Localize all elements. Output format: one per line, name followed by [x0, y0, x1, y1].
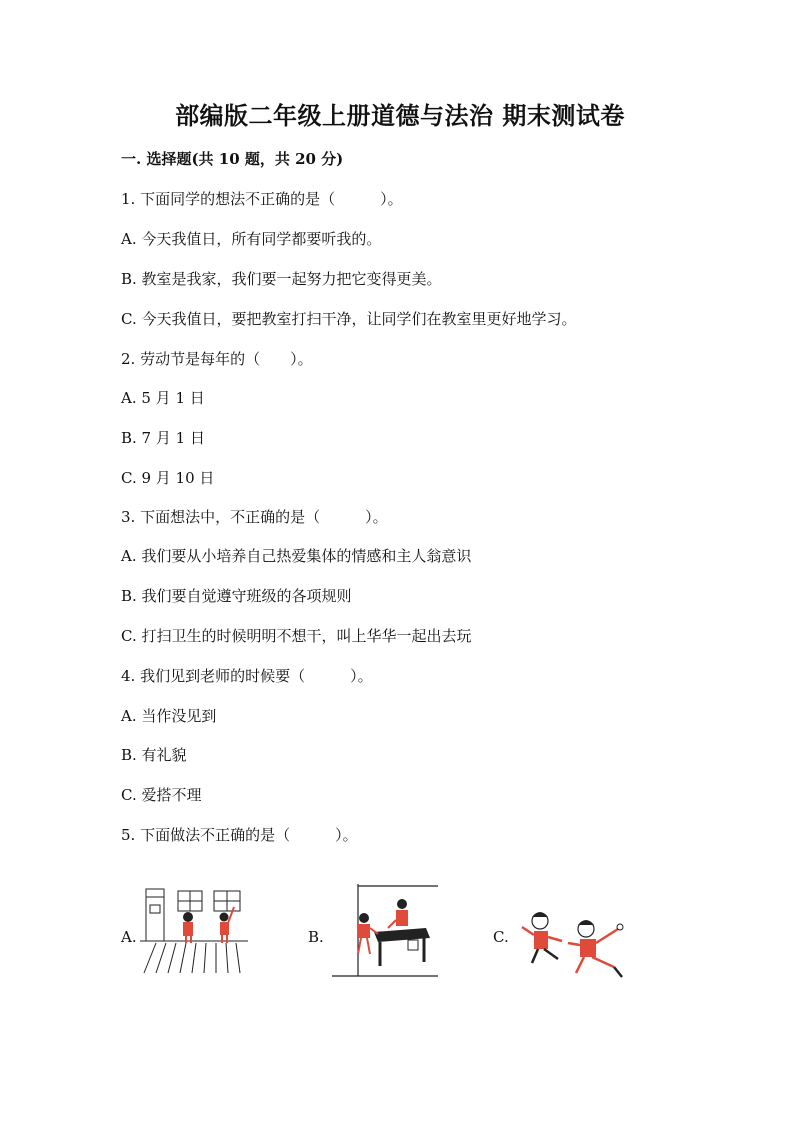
question-5: 5. 下面做法不正确的是（ ）。	[121, 826, 358, 844]
question-1: 1. 下面同学的想法不正确的是（ ）。	[121, 190, 403, 208]
question-4: 4. 我们见到老师的时候要（ ）。	[121, 667, 373, 685]
q3-option-c: C. 打扫卫生的时候明明不想干，叫上华华一起出去玩	[121, 627, 472, 645]
q5-option-b-label: B.	[308, 928, 324, 946]
question-2: 2. 劳动节是每年的（ ）。	[121, 350, 313, 368]
q1-option-b: B. 教室是我家，我们要一起努力把它变得更美。	[121, 270, 442, 288]
q1-option-a: A. 今天我值日，所有同学都要听我的。	[121, 230, 382, 248]
question-3: 3. 下面想法中，不正确的是（ ）。	[121, 508, 388, 526]
illustration-desk-cleaning	[330, 880, 440, 980]
q4-option-c: C. 爱搭不理	[121, 786, 202, 804]
q4-option-a: A. 当作没见到	[121, 707, 217, 725]
q5-option-c-label: C.	[493, 928, 509, 946]
illustration-kids-fighting	[518, 905, 630, 981]
page-title: 部编版二年级上册道德与法治 期末测试卷	[175, 101, 625, 130]
q4-option-b: B. 有礼貌	[121, 746, 187, 764]
q2-option-c: C. 9 月 10 日	[121, 469, 215, 487]
q3-option-a: A. 我们要从小培养自己热爱集体的情感和主人翁意识	[121, 547, 472, 565]
section-heading: 一. 选择题(共 10 题，共 20 分)	[121, 150, 344, 168]
q5-option-a-label: A.	[121, 928, 137, 946]
q2-option-a: A. 5 月 1 日	[121, 389, 205, 407]
q3-option-b: B. 我们要自觉遵守班级的各项规则	[121, 587, 352, 605]
q2-option-b: B. 7 月 1 日	[121, 429, 205, 447]
illustration-window-cleaning	[140, 885, 248, 977]
q1-option-c: C. 今天我值日，要把教室打扫干净，让同学们在教室里更好地学习。	[121, 310, 577, 328]
